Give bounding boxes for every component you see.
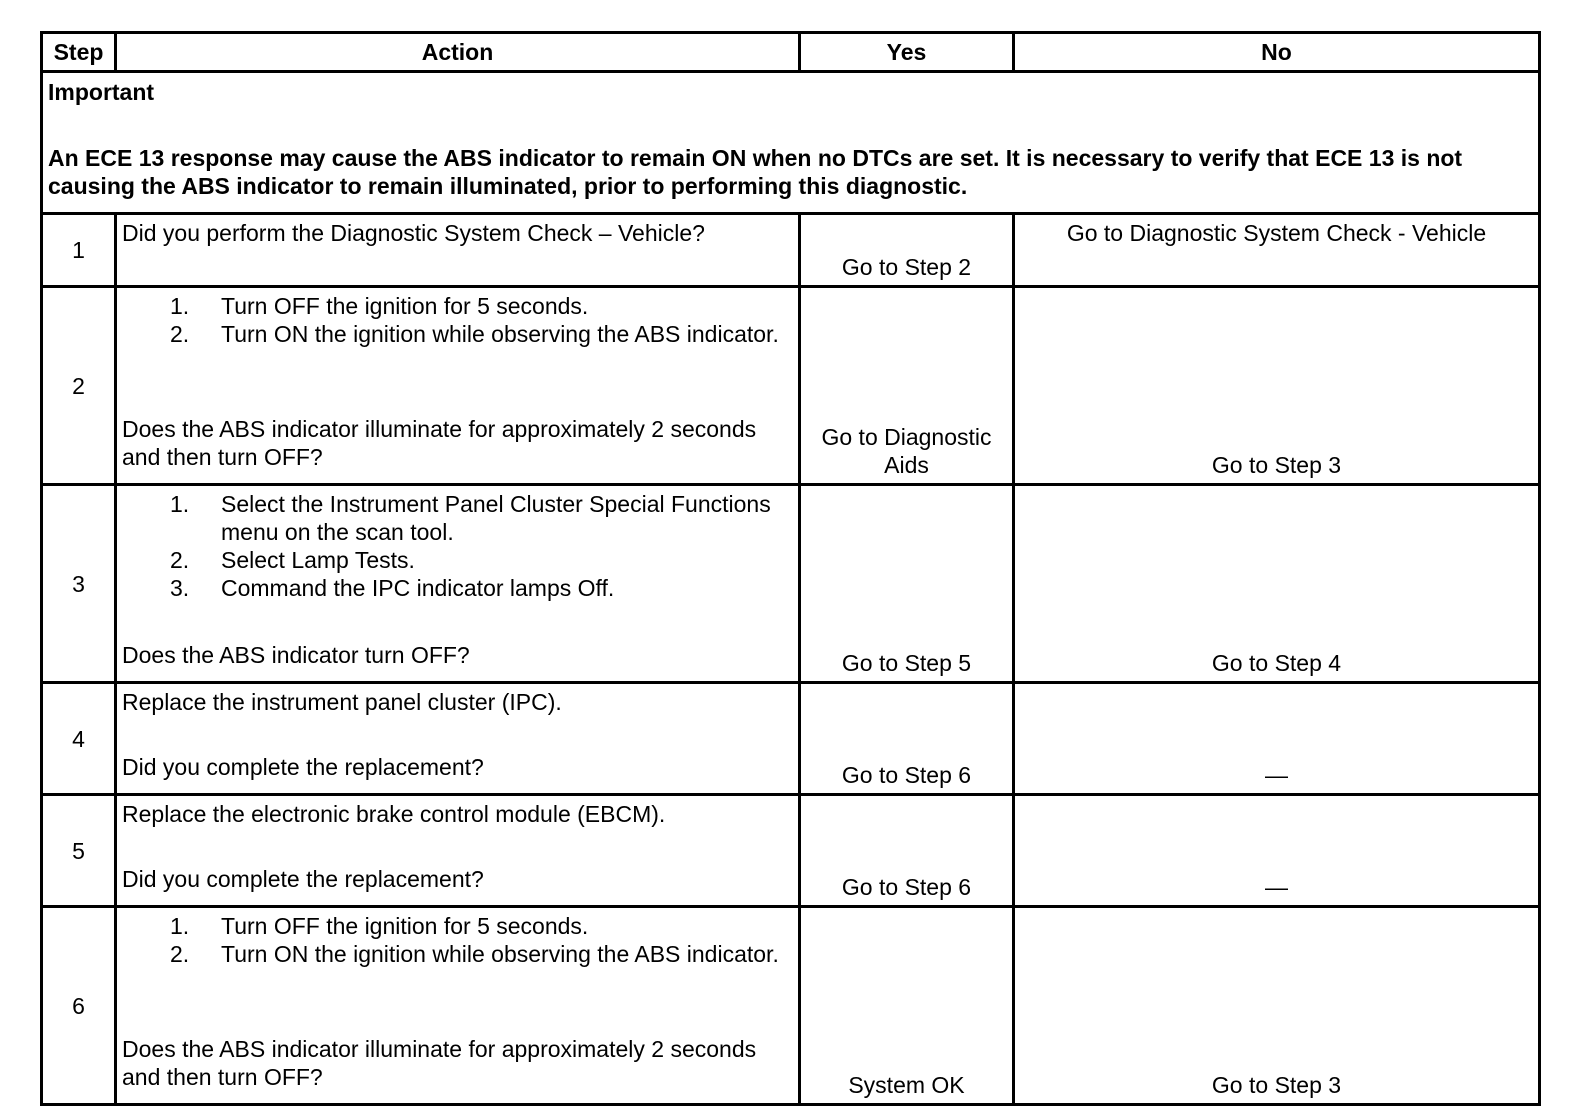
- no-cell: Go to Step 3: [1014, 907, 1540, 1105]
- table-row: [42, 795, 1540, 907]
- header-action: Action: [116, 33, 800, 72]
- yes-cell: Go to Step 6: [800, 683, 1014, 795]
- header-step: Step: [42, 33, 116, 72]
- step-number: 4: [42, 683, 116, 795]
- table-row: [42, 214, 1540, 287]
- important-note: [42, 72, 1540, 214]
- action-question: Does the ABS indicator turn OFF?: [122, 642, 470, 668]
- diagnostic-table: [40, 31, 1541, 1106]
- action-question: Did you complete the replacement?: [122, 754, 484, 780]
- action-question: Does the ABS indicator illuminate for approximately 2 seconds and then turn OFF?: [122, 1036, 757, 1090]
- step-number: 1: [42, 214, 116, 287]
- step-number: 2: [42, 287, 116, 485]
- step-number: 5: [42, 795, 116, 907]
- action-cell: [116, 683, 800, 795]
- yes-cell: Go to Step 5: [800, 485, 1014, 683]
- important-title: Important: [48, 79, 155, 105]
- important-text: An ECE 13 response may cause the ABS indicator to remain ON when no DTCs are set. It is necessary to verify that ECE 13 is not causing the ABS indicator to remain illuminated, prior to performing this diagnostic.: [48, 145, 1463, 199]
- list-item: 3. Command the IPC indicator lamps Off.: [170, 575, 615, 601]
- action-question: Does the ABS indicator illuminate for approximately 2 seconds and then turn OFF?: [122, 416, 757, 470]
- list-item: 2. Turn ON the ignition while observing the ABS indicator.: [170, 321, 779, 347]
- list-item: 1. Turn OFF the ignition for 5 seconds.: [170, 293, 589, 319]
- table-row: [42, 907, 1540, 1105]
- header-yes: Yes: [800, 33, 1014, 72]
- action-cell: [116, 907, 800, 1105]
- action-cell: [116, 287, 800, 485]
- list-item: 1. Select the Instrument Panel Cluster Special Functions menu on the scan tool.: [170, 491, 771, 545]
- procedure-list: [122, 490, 792, 602]
- header-row: [42, 33, 1540, 72]
- table-row: [42, 287, 1540, 485]
- list-item: 2. Select Lamp Tests.: [170, 547, 415, 573]
- no-cell: Go to Step 4: [1014, 485, 1540, 683]
- action-text: Replace the instrument panel cluster (IPC).: [122, 689, 562, 715]
- header-no: No: [1014, 33, 1540, 72]
- action-question: Did you complete the replacement?: [122, 866, 484, 892]
- important-row: [42, 72, 1540, 214]
- list-item: 1. Turn OFF the ignition for 5 seconds.: [170, 913, 589, 939]
- yes-cell: Go to Step 6: [800, 795, 1014, 907]
- no-cell: Go to Diagnostic System Check - Vehicle: [1014, 214, 1540, 287]
- action-text: Replace the electronic brake control module (EBCM).: [122, 801, 666, 827]
- table-row: [42, 683, 1540, 795]
- table-row: [42, 485, 1540, 683]
- list-item: 2. Turn ON the ignition while observing the ABS indicator.: [170, 941, 779, 967]
- action-text: Did you perform the Diagnostic System Check – Vehicle?: [122, 220, 705, 246]
- step-number: 6: [42, 907, 116, 1105]
- no-cell: —: [1014, 683, 1540, 795]
- yes-cell: Go to Step 2: [800, 214, 1014, 287]
- procedure-list: [122, 292, 792, 348]
- action-cell: [116, 795, 800, 907]
- yes-cell: System OK: [800, 907, 1014, 1105]
- yes-cell: Go to Diagnostic Aids: [800, 287, 1014, 485]
- procedure-list: [122, 912, 792, 968]
- action-cell: [116, 214, 800, 287]
- action-cell: [116, 485, 800, 683]
- step-number: 3: [42, 485, 116, 683]
- no-cell: Go to Step 3: [1014, 287, 1540, 485]
- no-cell: —: [1014, 795, 1540, 907]
